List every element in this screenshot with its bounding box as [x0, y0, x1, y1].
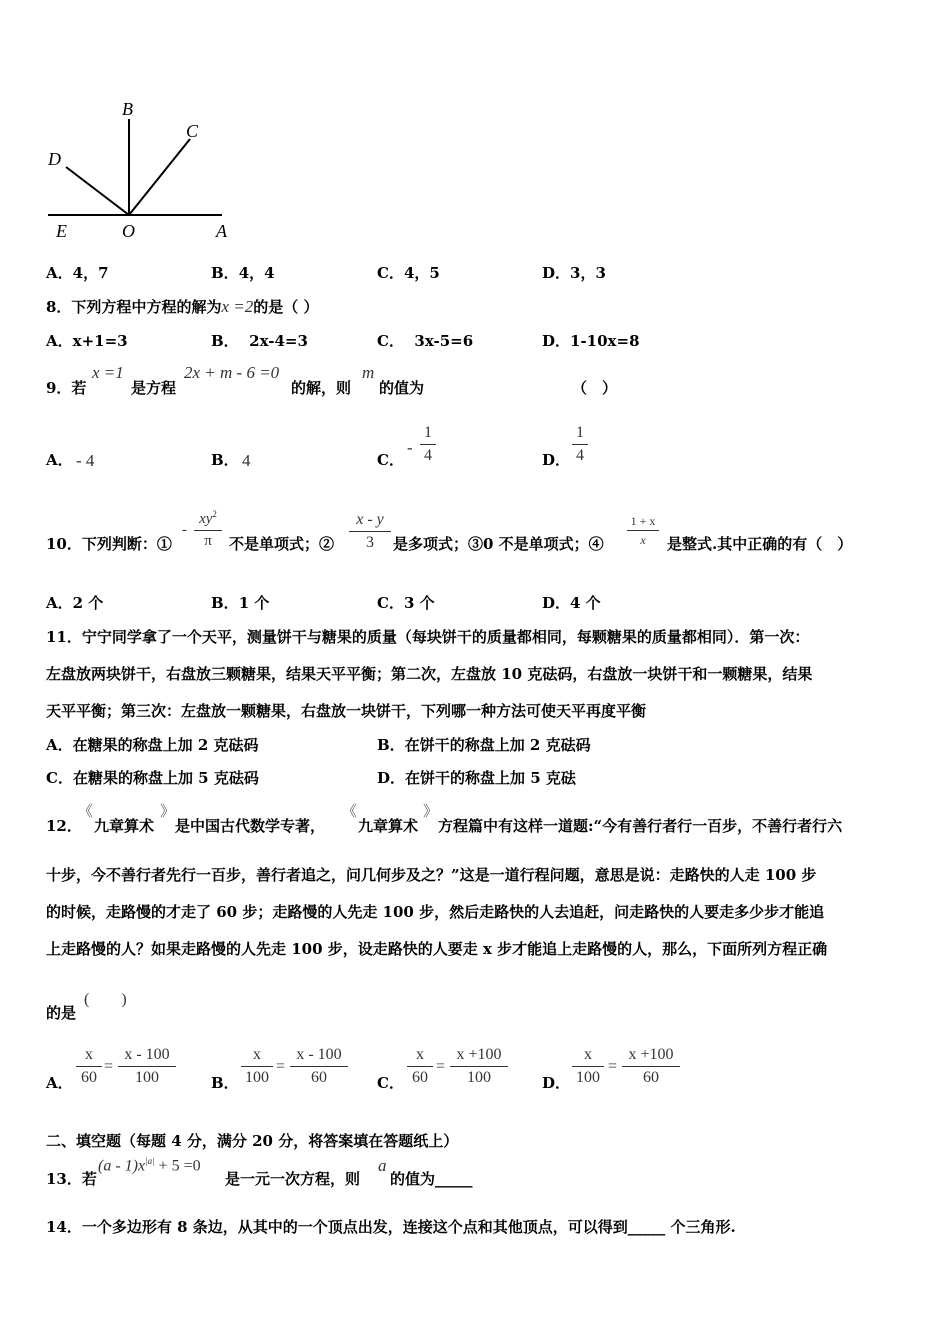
frac-den: 60	[311, 1069, 327, 1086]
fraction-bar	[349, 531, 391, 532]
q9-math-x: x =1	[92, 363, 124, 382]
q13-math-b: + 5 =0	[158, 1157, 201, 1175]
q7-option-c: C．4，5	[377, 264, 440, 282]
frac-num: x - 100	[124, 1046, 170, 1063]
q10-f1-exp: 2	[212, 509, 217, 519]
q12-option-c-right	[450, 1047, 508, 1086]
q10-f2-num: x - y	[356, 511, 384, 528]
q10-number: 10．下列判断：①	[46, 535, 172, 553]
frac-num: x	[584, 1046, 592, 1063]
q10-f3-num: 1 + x	[630, 514, 656, 528]
q13-var: a	[378, 1156, 387, 1175]
frac-num: x +100	[456, 1046, 502, 1063]
q9-text-2: 的解，则	[291, 379, 352, 397]
q11-line-3: 天平平衡；第三次：左盘放一颗糖果，右盘放一块饼干，下列哪一种方法可使天平再度平衡	[46, 702, 647, 720]
ray-oc	[129, 139, 190, 215]
q11-option-d: D．在饼干的称盘上加 5 克砝	[377, 769, 576, 787]
q9-option-a-value: - 4	[76, 451, 95, 470]
label-d: D	[48, 149, 61, 169]
label-c: C	[186, 121, 199, 141]
q10-text-3: 是整式.其中正确的有（ ）	[667, 535, 853, 553]
fraction-bar	[194, 530, 222, 531]
equals-sign: =	[436, 1058, 446, 1075]
q12-answer-paren: ( )	[84, 991, 127, 1008]
q12-number: 12．	[46, 817, 82, 835]
q13-text-1: 是一元一次方程，则	[225, 1170, 361, 1188]
q7-option-a: A．4，7	[46, 264, 109, 282]
q12-option-b-left	[241, 1047, 273, 1086]
q8-option-d: D．1-10x=8	[542, 332, 640, 350]
q9-option-c-sign: -	[407, 438, 413, 457]
q12-option-d-left	[572, 1047, 604, 1086]
q12-line-2: 十步，今不善行者先行一百步，善行者追之，问几何步及之？”这是一道行程问题，意思是说：走路快的人走 100 步	[46, 866, 817, 884]
q10-f2-den: 3	[366, 534, 374, 551]
ray-od	[66, 167, 129, 215]
q10-fraction-1	[194, 510, 222, 549]
frac-num: x +100	[628, 1046, 674, 1063]
q9-answer-paren: （ ）	[572, 379, 618, 397]
q9-option-b-letter: B．	[211, 451, 239, 469]
label-a: A	[216, 221, 227, 241]
q12-text-2: 方程篇中有这样一道题:“今有善行者行一百步，不善行者行六	[438, 817, 843, 835]
q13-math-a: (a - 1)x	[98, 1157, 146, 1175]
angle-figure	[40, 95, 240, 245]
q10-text-2: 是多项式；③0 不是单项式；④	[393, 535, 604, 553]
equals-sign: =	[608, 1058, 618, 1075]
fraction-bar	[420, 444, 436, 445]
q12-option-c-left	[407, 1047, 433, 1086]
fraction-bar	[572, 444, 588, 445]
q9-text-3: 的值为	[379, 379, 425, 397]
frac-den: 60	[643, 1069, 659, 1086]
q8-option-b: B． 2x-4=3	[211, 332, 308, 350]
q11-option-b: B．在饼干的称盘上加 2 克砝码	[377, 736, 591, 754]
fraction-bar	[407, 1066, 433, 1067]
q13-math	[98, 1156, 201, 1175]
q10-fraction-3	[627, 515, 659, 546]
q9-option-a-letter: A．	[46, 451, 73, 469]
frac-num: x - 100	[296, 1046, 342, 1063]
q13-number: 13．若	[46, 1170, 97, 1188]
q12-book-1: 九章算术	[94, 817, 155, 835]
q11-option-a: A．在糖果的称盘上加 2 克砝码	[46, 736, 259, 754]
equals-sign: =	[276, 1058, 286, 1075]
q12-text-1: 是中国古代数学专著，	[175, 817, 326, 835]
q8-option-c: C． 3x-5=6	[377, 332, 474, 350]
frac-num: x	[85, 1046, 93, 1063]
q12-book-open-2: 《	[342, 804, 358, 820]
q12-book-close-1: 》	[160, 804, 176, 820]
q12-option-b-letter: B．	[211, 1074, 239, 1092]
q9-text-1: 是方程	[131, 379, 177, 397]
fraction-bar	[572, 1066, 604, 1067]
q12-option-a-letter: A．	[46, 1074, 73, 1092]
q10-option-c: C．3 个	[377, 594, 435, 612]
q8-stem: 8．下列方程中方程的解为x =2的是（ ）	[46, 297, 319, 316]
frac-den: 60	[412, 1069, 428, 1086]
q12-option-a-left	[76, 1047, 102, 1086]
frac-den: 100	[576, 1069, 600, 1086]
q7-option-d: D．3，3	[542, 264, 606, 282]
q10-f1-sign: -	[182, 522, 187, 538]
frac-num: x	[416, 1046, 424, 1063]
fraction-bar	[622, 1066, 680, 1067]
section-2-title: 二、填空题（每题 4 分，满分 20 分，将答案填在答题纸上）	[46, 1132, 459, 1150]
q9-number: 9．若	[46, 379, 87, 397]
fraction-bar	[118, 1066, 176, 1067]
q12-line-5: 的是	[46, 1004, 77, 1022]
q9-option-c-num: 1	[424, 424, 432, 441]
q9-option-d-letter: D．	[542, 451, 571, 469]
frac-den: 100	[467, 1069, 491, 1086]
fraction-bar	[290, 1066, 348, 1067]
q12-line-3: 的时候，走路慢的才走了 60 步；走路慢的人先走 100 步，然后走路快的人去追赶，问走路快的人要走多少步才能追	[46, 903, 825, 921]
fraction-bar	[76, 1066, 102, 1067]
q13-text-2: 的值为_____	[390, 1170, 473, 1188]
q9-option-c-letter: C．	[377, 451, 404, 469]
q10-f3-den: x	[640, 533, 646, 547]
q9-option-c-den: 4	[424, 447, 432, 464]
q12-option-d-letter: D．	[542, 1074, 571, 1092]
q12-option-c-letter: C．	[377, 1074, 404, 1092]
fraction-bar	[627, 530, 659, 531]
q9-option-c-fraction	[420, 425, 436, 464]
q12-book-open-1: 《	[78, 804, 94, 820]
q8-option-a: A．x+1=3	[46, 332, 128, 350]
q14-text: 14．一个多边形有 8 条边，从其中的一个顶点出发，连接这个点和其他顶点，可以得到_____ 个三角形.	[46, 1218, 736, 1236]
equals-sign: =	[104, 1058, 114, 1075]
frac-den: 100	[135, 1069, 159, 1086]
q9-option-b-value: 4	[242, 451, 251, 470]
label-e: E	[56, 221, 67, 241]
q9-option-d-den: 4	[576, 447, 584, 464]
q10-option-b: B．1 个	[211, 594, 270, 612]
q9-option-d-num: 1	[576, 424, 584, 441]
label-o: O	[122, 221, 135, 241]
q12-book-2: 九章算术	[358, 817, 419, 835]
q12-line-4: 上走路慢的人？如果走路慢的人先走 100 步，设走路快的人要走 x 步才能追上走路慢的人，那么，下面所列方程正确	[46, 940, 828, 958]
q7-option-b: B．4，4	[211, 264, 275, 282]
q12-option-d-right	[622, 1047, 680, 1086]
q11-line-2: 左盘放两块饼干，右盘放三颗糖果，结果天平平衡；第二次，左盘放 10 克砝码，右盘放一块饼干和一颗糖果，结果	[46, 665, 813, 683]
frac-den: 60	[81, 1069, 97, 1086]
q9-option-d-fraction	[572, 425, 588, 464]
q10-option-a: A．2 个	[46, 594, 104, 612]
q11-line-1: 11．宁宁同学拿了一个天平，测量饼干与糖果的质量（每块饼干的质量都相同，每颗糖果的质量都相同）．第一次：	[46, 628, 810, 646]
q12-option-a-right	[118, 1047, 176, 1086]
q9-math-eq: 2x + m - 6 =0	[184, 363, 280, 382]
q12-book-close-2: 》	[423, 804, 439, 820]
q12-option-b-right	[290, 1047, 348, 1086]
frac-num: x	[253, 1046, 261, 1063]
q10-f1-num: xy	[199, 511, 213, 527]
fraction-bar	[450, 1066, 508, 1067]
q10-option-d: D．4 个	[542, 594, 601, 612]
frac-den: 100	[245, 1069, 269, 1086]
q11-option-c: C．在糖果的称盘上加 5 克砝码	[46, 769, 259, 787]
fraction-bar	[241, 1066, 273, 1067]
label-b: B	[122, 99, 133, 119]
q10-f1-den: π	[204, 533, 212, 549]
q10-text-1: 不是单项式；②	[229, 535, 335, 553]
q13-math-exp: |a|	[145, 1156, 155, 1166]
q10-fraction-2	[349, 512, 391, 551]
q9-math-m: m	[362, 363, 375, 382]
